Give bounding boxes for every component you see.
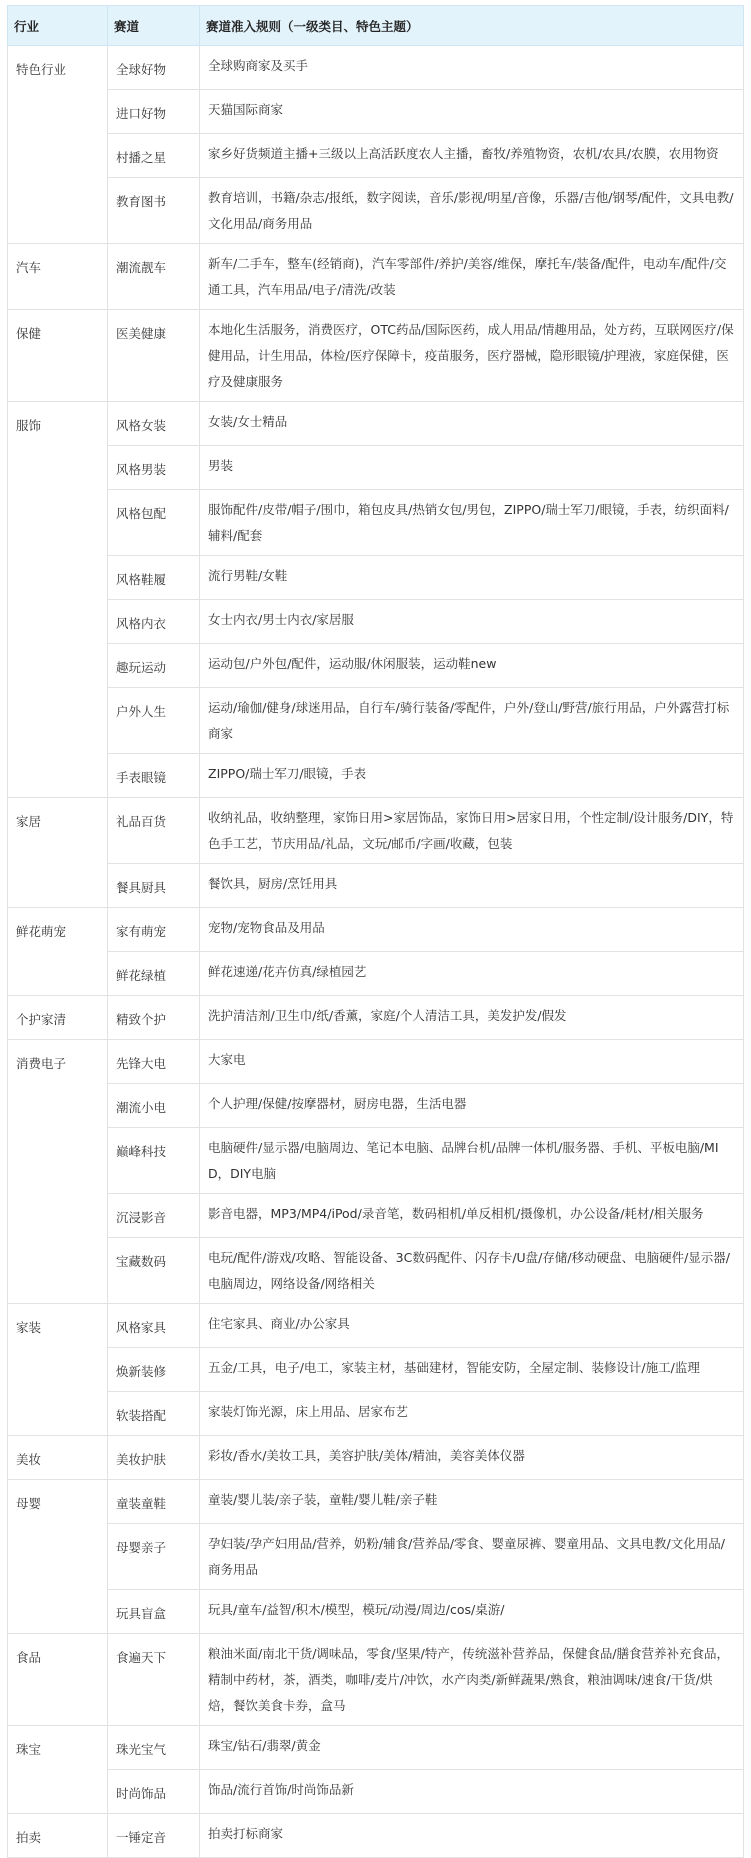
- rule-cell: 大家电: [200, 1040, 744, 1084]
- rule-cell: 孕妇装/孕产妇用品/营养，奶粉/辅食/营养品/零食、婴童尿裤、婴童用品、文具电教/文化用品/商务用品: [200, 1524, 744, 1590]
- rule-cell: 女士内衣/男士内衣/家居服: [200, 600, 744, 644]
- track-cell: 珠光宝气: [108, 1726, 200, 1770]
- table-row: [8, 754, 744, 798]
- table-row: [8, 1590, 744, 1634]
- track-cell: 风格男装: [108, 446, 200, 490]
- rule-cell: 流行男鞋/女鞋: [200, 556, 744, 600]
- table-row: [8, 600, 744, 644]
- industry-cell: 特色行业: [8, 46, 108, 244]
- table-row: [8, 644, 744, 688]
- table-row: [8, 244, 744, 310]
- track-cell: 风格鞋履: [108, 556, 200, 600]
- rule-cell: 教育培训，书籍/杂志/报纸，数字阅读，音乐/影视/明星/音像，乐器/吉他/钢琴/配件，文具电教/文化用品/商务用品: [200, 178, 744, 244]
- table-row: [8, 178, 744, 244]
- rule-cell: 新车/二手车，整车(经销商)，汽车零部件/养护/美容/维保，摩托车/装备/配件，电动车/配件/交通工具，汽车用品/电子/清洗/改装: [200, 244, 744, 310]
- table-row: [8, 1814, 744, 1858]
- track-cell: 巅峰科技: [108, 1128, 200, 1194]
- track-cell: 时尚饰品: [108, 1770, 200, 1814]
- rule-cell: 玩具/童车/益智/积木/模型，模玩/动漫/周边/cos/桌游/: [200, 1590, 744, 1634]
- rule-cell: 影音电器，MP3/MP4/iPod/录音笔，数码相机/单反相机/摄像机，办公设备/耗材/相关服务: [200, 1194, 744, 1238]
- table-row: [8, 798, 744, 864]
- track-cell: 餐具厨具: [108, 864, 200, 908]
- track-cell: 教育图书: [108, 178, 200, 244]
- rule-cell: 收纳礼品，收纳整理，家饰日用>家居饰品，家饰日用>居家日用，个性定制/设计服务/DIY，特色手工艺，节庆用品/礼品，文玩/邮币/字画/收藏，包装: [200, 798, 744, 864]
- table-row: [8, 1392, 744, 1436]
- track-cell: 风格家具: [108, 1304, 200, 1348]
- rule-cell: 餐饮具，厨房/烹饪用具: [200, 864, 744, 908]
- industry-cell: 美妆: [8, 1436, 108, 1480]
- track-cell: 精致个护: [108, 996, 200, 1040]
- industry-cell: 鲜花萌宠: [8, 908, 108, 996]
- track-cell: 风格内衣: [108, 600, 200, 644]
- track-cell: 母婴亲子: [108, 1524, 200, 1590]
- table-row: [8, 134, 744, 178]
- track-cell: 村播之星: [108, 134, 200, 178]
- track-cell: 风格女装: [108, 402, 200, 446]
- track-cell: 软装搭配: [108, 1392, 200, 1436]
- rule-cell: 天猫国际商家: [200, 90, 744, 134]
- track-cell: 玩具盲盒: [108, 1590, 200, 1634]
- table-row: [8, 908, 744, 952]
- rule-cell: 彩妆/香水/美妆工具，美容护肤/美体/精油，美容美体仪器: [200, 1436, 744, 1480]
- rule-cell: 运动包/户外包/配件，运动服/休闲服装，运动鞋new: [200, 644, 744, 688]
- rule-cell: 粮油米面/南北干货/调味品，零食/坚果/特产，传统滋补营养品，保健食品/膳食营养补充食品，精制中药材，茶，酒类，咖啡/麦片/冲饮，水产肉类/新鲜蔬果/熟食，粮油调味/速食/干货/烘焙，餐饮美食卡券，盒马: [200, 1634, 744, 1726]
- industry-cell: 消费电子: [8, 1040, 108, 1304]
- table-row: [8, 1194, 744, 1238]
- table-row: [8, 402, 744, 446]
- track-rules-table: [7, 5, 744, 1858]
- rule-cell: 本地化生活服务，消费医疗，OTC药品/国际医药，成人用品/情趣用品，处方药，互联网医疗/保健用品，计生用品，体检/医疗保障卡，疫苗服务，医疗器械，隐形眼镜/护理液，家庭保健，医疗及健康服务: [200, 310, 744, 402]
- track-cell: 趣玩运动: [108, 644, 200, 688]
- rule-cell: 女装/女士精品: [200, 402, 744, 446]
- table-row: [8, 688, 744, 754]
- table-row: [8, 1524, 744, 1590]
- table-row: [8, 46, 744, 90]
- table-row: [8, 952, 744, 996]
- table-row: [8, 90, 744, 134]
- rule-cell: 五金/工具，电子/电工，家装主材，基础建材，智能安防，全屋定制、装修设计/施工/监理: [200, 1348, 744, 1392]
- track-cell: 家有萌宠: [108, 908, 200, 952]
- table-row: [8, 1436, 744, 1480]
- table-row: [8, 556, 744, 600]
- track-cell: 潮流小电: [108, 1084, 200, 1128]
- rule-cell: 饰品/流行首饰/时尚饰品新: [200, 1770, 744, 1814]
- track-cell: 一锤定音: [108, 1814, 200, 1858]
- rule-cell: 洗护清洁剂/卫生巾/纸/香薰，家庭/个人清洁工具，美发护发/假发: [200, 996, 744, 1040]
- industry-cell: 家居: [8, 798, 108, 908]
- track-cell: 户外人生: [108, 688, 200, 754]
- track-cell: 美妆护肤: [108, 1436, 200, 1480]
- track-cell: 沉浸影音: [108, 1194, 200, 1238]
- rule-cell: 童装/婴儿装/亲子装，童鞋/婴儿鞋/亲子鞋: [200, 1480, 744, 1524]
- rule-cell: 宠物/宠物食品及用品: [200, 908, 744, 952]
- table-row: [8, 1238, 744, 1304]
- table-row: [8, 1480, 744, 1524]
- track-cell: 先锋大电: [108, 1040, 200, 1084]
- table-row: [8, 1726, 744, 1770]
- rule-cell: 住宅家具、商业/办公家具: [200, 1304, 744, 1348]
- track-cell: 风格包配: [108, 490, 200, 556]
- track-cell: 鲜花绿植: [108, 952, 200, 996]
- rule-cell: 珠宝/钻石/翡翠/黄金: [200, 1726, 744, 1770]
- table-row: [8, 1770, 744, 1814]
- table-row: [8, 1348, 744, 1392]
- table-row: [8, 1040, 744, 1084]
- industry-cell: 食品: [8, 1634, 108, 1726]
- industry-cell: 珠宝: [8, 1726, 108, 1814]
- rule-cell: 拍卖打标商家: [200, 1814, 744, 1858]
- rule-cell: 服饰配件/皮带/帽子/围巾，箱包皮具/热销女包/男包，ZIPPO/瑞士军刀/眼镜，手表，纺织面料/辅料/配套: [200, 490, 744, 556]
- industry-cell: 个护家清: [8, 996, 108, 1040]
- rule-cell: 电脑硬件/显示器/电脑周边、笔记本电脑、品牌台机/品牌一体机/服务器、手机、平板电脑/MID，DIY电脑: [200, 1128, 744, 1194]
- rule-cell: 个人护理/保健/按摩器材，厨房电器，生活电器: [200, 1084, 744, 1128]
- track-cell: 宝藏数码: [108, 1238, 200, 1304]
- table-row: [8, 446, 744, 490]
- rule-cell: 鲜花速递/花卉仿真/绿植园艺: [200, 952, 744, 996]
- track-cell: 潮流靓车: [108, 244, 200, 310]
- rule-cell: 运动/瑜伽/健身/球迷用品，自行车/骑行装备/零配件，户外/登山/野营/旅行用品，户外露营打标商家: [200, 688, 744, 754]
- track-cell: 食遍天下: [108, 1634, 200, 1726]
- header-row: [8, 6, 744, 46]
- track-cell: 全球好物: [108, 46, 200, 90]
- industry-cell: 汽车: [8, 244, 108, 310]
- industry-cell: 拍卖: [8, 1814, 108, 1858]
- header-industry: 行业: [8, 6, 108, 46]
- industry-cell: 服饰: [8, 402, 108, 798]
- industry-cell: 保健: [8, 310, 108, 402]
- table-row: [8, 310, 744, 402]
- industry-cell: 家装: [8, 1304, 108, 1436]
- track-cell: 手表眼镜: [108, 754, 200, 798]
- track-cell: 进口好物: [108, 90, 200, 134]
- track-cell: 医美健康: [108, 310, 200, 402]
- table-row: [8, 864, 744, 908]
- table-row: [8, 996, 744, 1040]
- table-row: [8, 1128, 744, 1194]
- table-row: [8, 1304, 744, 1348]
- rule-cell: ZIPPO/瑞士军刀/眼镜，手表: [200, 754, 744, 798]
- table-row: [8, 1634, 744, 1726]
- rule-cell: 电玩/配件/游戏/攻略、智能设备、3C数码配件、闪存卡/U盘/存储/移动硬盘、电脑硬件/显示器/电脑周边，网络设备/网络相关: [200, 1238, 744, 1304]
- header-rules: 赛道准入规则（一级类目、特色主题）: [200, 6, 744, 46]
- rule-cell: 家乡好货频道主播+三级以上高活跃度农人主播，畜牧/养殖物资，农机/农具/农膜，农用物资: [200, 134, 744, 178]
- table-row: [8, 490, 744, 556]
- industry-cell: 母婴: [8, 1480, 108, 1634]
- track-cell: 焕新装修: [108, 1348, 200, 1392]
- rule-cell: 家装灯饰光源，床上用品、居家布艺: [200, 1392, 744, 1436]
- header-track: 赛道: [108, 6, 200, 46]
- rule-cell: 男装: [200, 446, 744, 490]
- rule-cell: 全球购商家及买手: [200, 46, 744, 90]
- table-body: [8, 46, 744, 1858]
- table-row: [8, 1084, 744, 1128]
- track-cell: 礼品百货: [108, 798, 200, 864]
- track-cell: 童装童鞋: [108, 1480, 200, 1524]
